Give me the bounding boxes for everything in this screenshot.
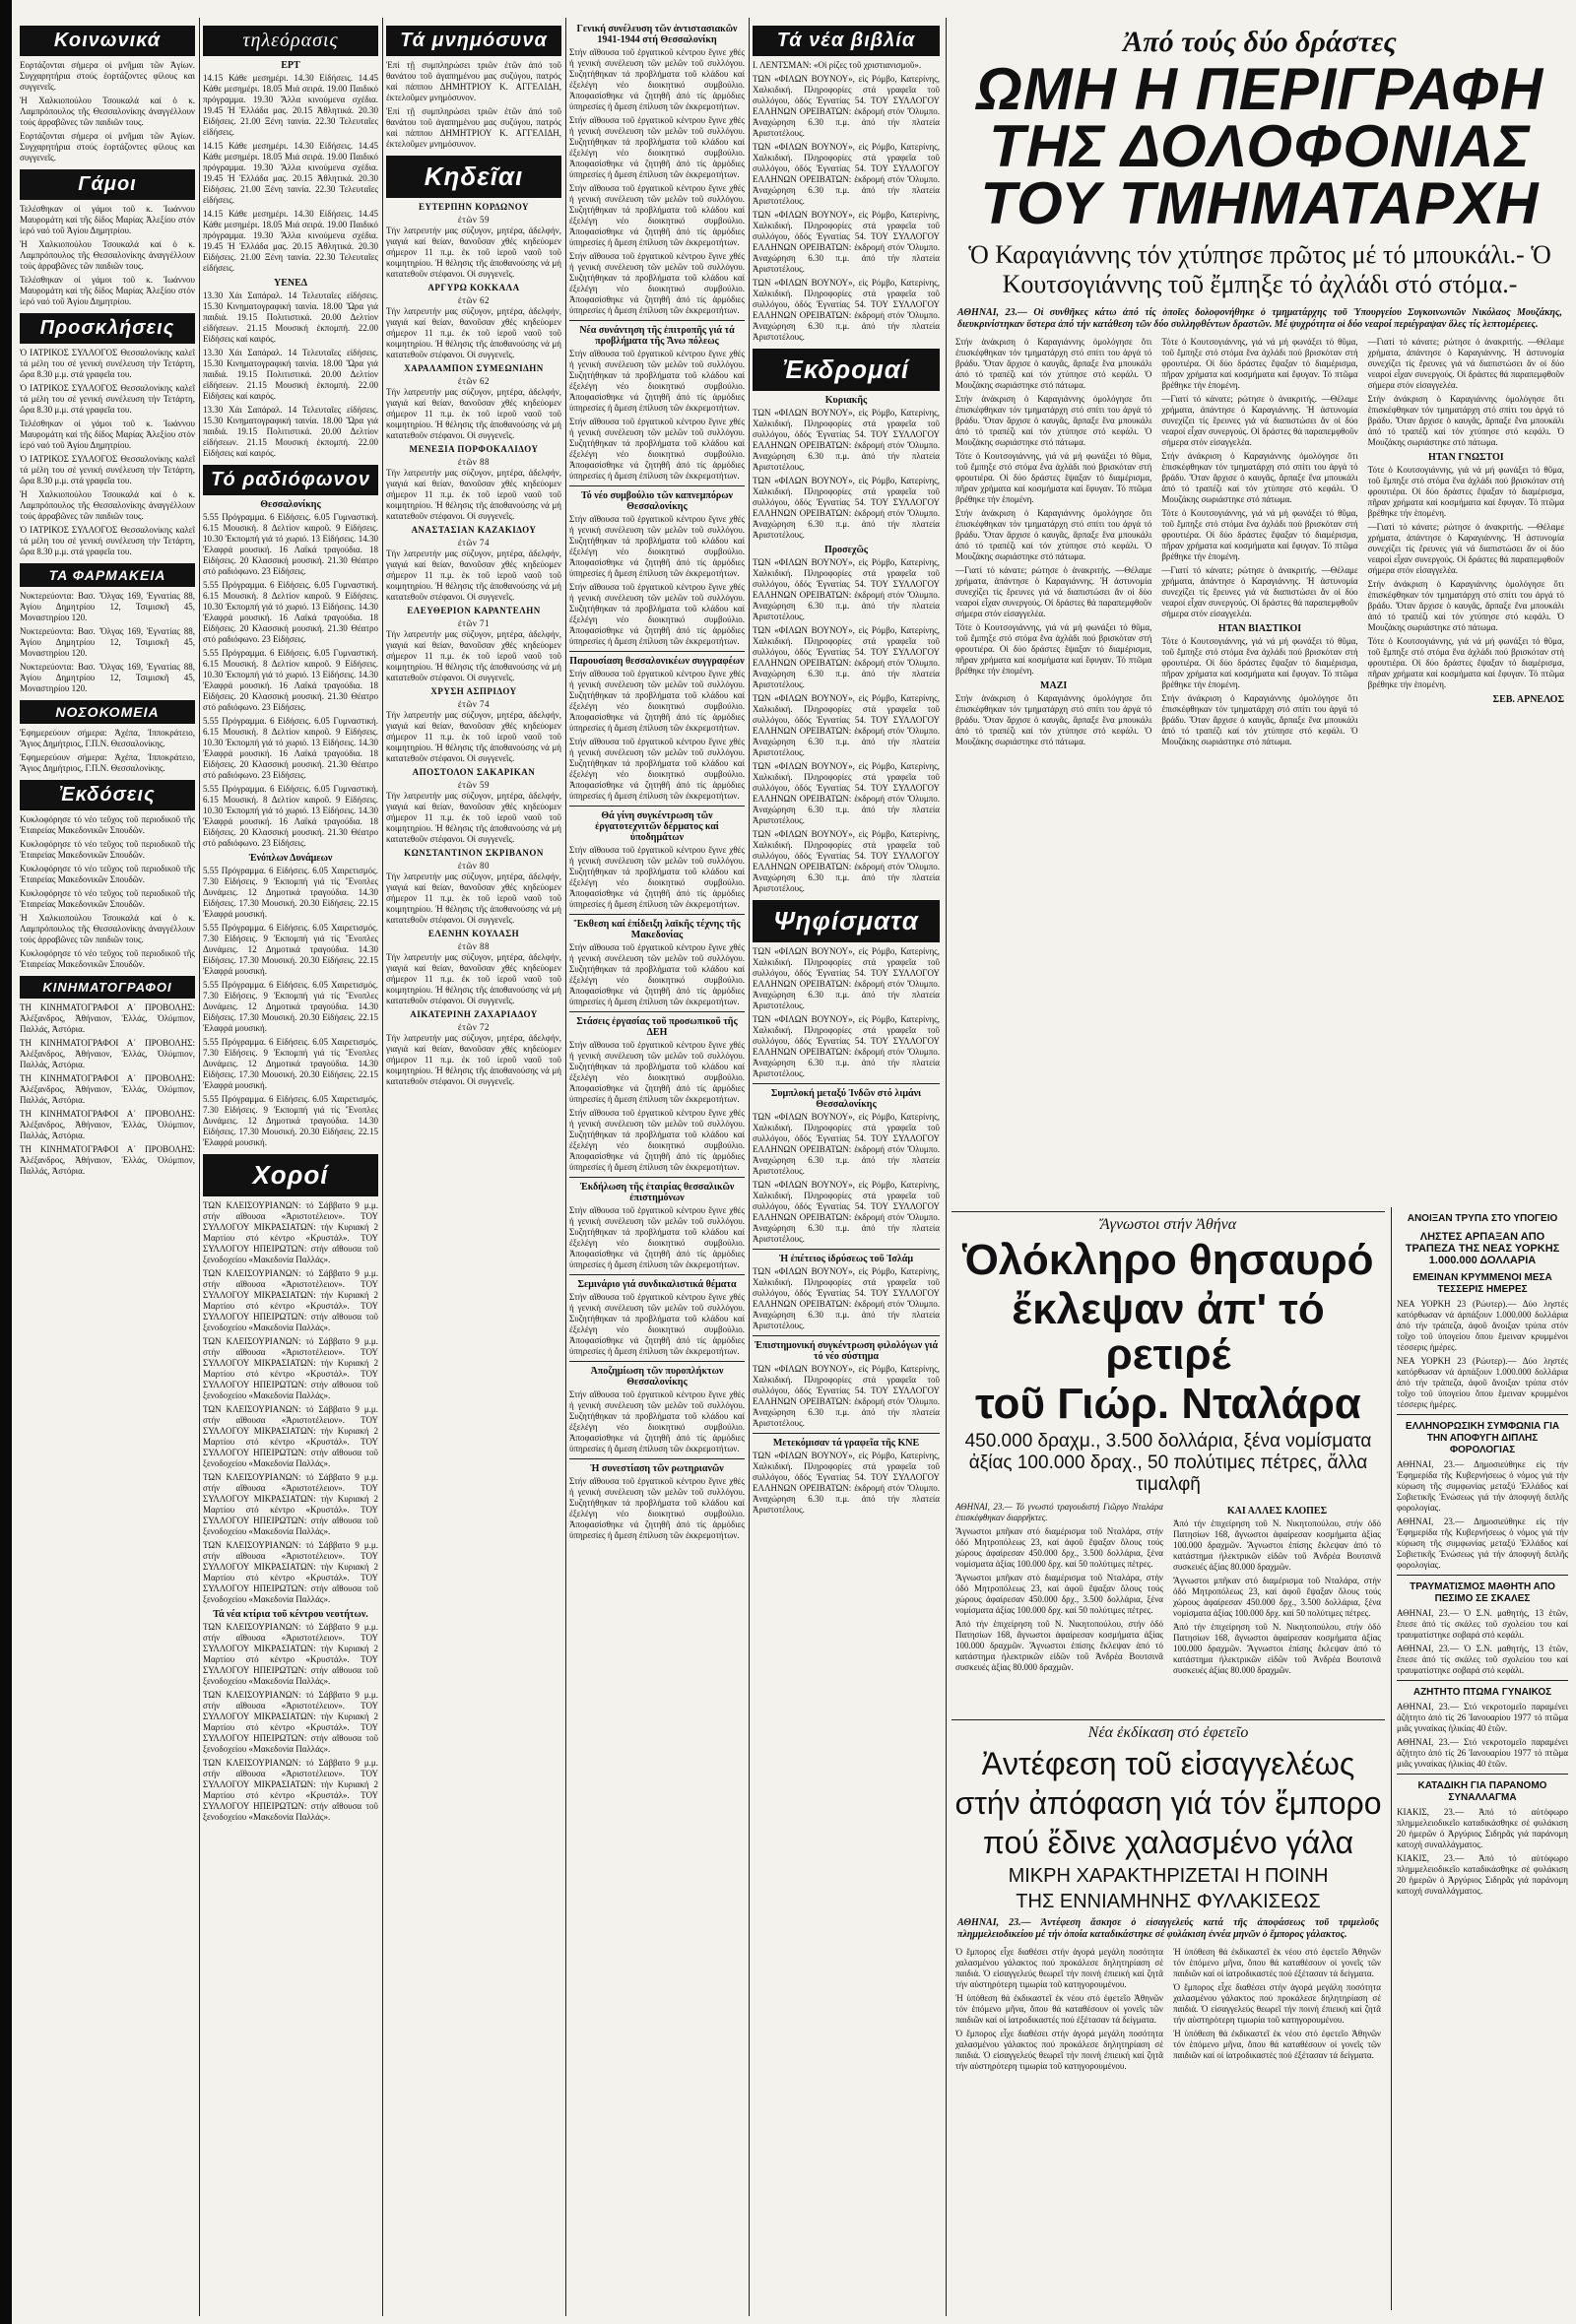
brief-headline: ΕΛΛΗΝΟΡΩΣΙΚΗ ΣΥΜΦΩΝΙΑ ΓΙΑ ΤΗΝ ΑΠΟΦΥΓΗ ΔΙΠΛΗΣ ΦΟΡΟΛΟΓΙΑΣ [1405, 1421, 1560, 1455]
article-text: Στήν ἀνάκριση ὁ Καραγιάννης ὁμολόγησε ὅτι ἐπισκέφθηκαν τόν τμηματάρχη στό σπίτι του ἀργά τό βράδυ. Ὅταν ἄρχισε ὁ καυγᾶς, ἅρπαξε ἕνα μπουκάλι ἀπό τό τραπέζι καί τόν χτύπησε στό κεφάλι. Ὁ Μουζάκης σωριάστηκε στό πάτωμα. [955, 337, 1152, 390]
article-text: ΑΘΗΝΑΙ, 23.— Στό νεκροτομεῖο παραμένει ἀζήτητο ἀπό τίς 26 Ἰανουαρίου 1977 τό πτῶμα μιᾶς γυναίκας ἡλικίας 40 ἐτῶν. [1397, 1737, 1568, 1769]
section-header-ekdoseis: Ἐκδόσεις [20, 780, 195, 810]
section-header-koinonika: Κοινωνικά [20, 26, 195, 56]
article-text: ΑΘΗΝΑΙ, 23.— Δημοσιεύθηκε εἰς τήν Ἐφημερίδα τῆς Κυβερνήσεως ὁ νόμος γιά τήν κύρωση τῆς συμφωνίας μεταξύ Ἑλλάδος καί Σοβιετικῆς Ἑνώσεως γιά τήν ἀποφυγή διπλῆς φορολογίας. [1397, 1459, 1568, 1513]
article-text: ΤΩΝ «ΦΙΛΩΝ ΒΟΥΝΟΥ», εἰς Ρόμβο, Κατερίνης, Χαλκιδική. Πληροφορίες στά γραφεῖα τοῦ συλλόγου, ὁδός Ἐγνατίας 54. ΤΟΥ ΣΥΛΛΟΓΟΥ ΕΛΛΗΝΩΝ ΟΡΕΙΒΑΤΩΝ: ἐκδρομή στόν Ὄλυμπο. Ἀναχώρηση 6.30 π.μ. ἀπό τήν πλατεία Ἀριστοτέλους. [753, 829, 940, 893]
article-text: Ὁ ἔμπορος εἶχε διαθέσει στήν ἀγορά μεγάλη ποσότητα χαλασμένου γάλακτος πού προκάλεσε δηλητηρίαση σέ παιδιά. Ὁ εἰσαγγελεύς θεωρεῖ τήν ποινή ἐπιεική καί ζητᾶ τήν αὐστηρότερη τιμωρία τοῦ κατηγορουμένου. [1173, 1982, 1381, 2025]
article-text: Τήν λατρευτήν μας σύζυγον, μητέρα, ἀδελφήν, γιαγιά καί θείαν, θανοῦσαν χθές κηδεύομεν σήμερον 11 π.μ. ἐκ τοῦ ἱεροῦ ναοῦ τοῦ κοιμητηρίου. Ἡ θέλησις τῆς ἀποθανούσης νά μή κατατεθοῦν στέφανοι. Οἱ συγγενεῖς. [386, 791, 561, 844]
article-headline: Συμπλοκή μεταξύ Ἰνδῶν στό λιμάνι Θεσσαλονίκης [770, 1088, 922, 1110]
article-text: Στήν ἀνάκριση ὁ Καραγιάννης ὁμολόγησε ὅτι ἐπισκέφθηκαν τόν τμηματάρχη στό σπίτι του ἀργά τό βράδυ. Ὅταν ἄρχισε ὁ καυγᾶς, ἅρπαξε ἕνα μπουκάλι ἀπό τό τραπέζι καί τόν χτύπησε στό κεφάλι. Ὁ Μουζάκης σωριάστηκε στό πάτωμα. [1367, 394, 1564, 447]
article-text: Ἡ Χαλκιοπούλου Τσουκαλά καί ὁ κ. Λαμπρόπουλος τῆς Θεσσαλονίκης ἀναγγέλλουν τούς ἀρραβῶνες τῶν παιδιῶν τους. [20, 913, 195, 944]
obituary-age: ἐτῶν 71 [457, 618, 491, 628]
section-header-biblia: Τά νέα βιβλία [753, 26, 940, 56]
story2-body [955, 1502, 1381, 1679]
section-header-kideiai: Κηδεῖαι [386, 156, 561, 198]
lead-story [952, 20, 1568, 756]
subheading-alles-klopes: ΚΑΙ ΑΛΛΕΣ ΚΛΟΠΕΣ [1226, 1506, 1328, 1517]
story2-deck: 450.000 δραχμ., 3.500 δολλάρια, ξένα νομίσματα ἀξίας 100.000 δραχ., 50 πολύτιμες πέτρες, ἄλλα τιμαλφῆ [964, 1431, 1372, 1495]
section-header-prosklhseis: Προσκλήσεις [20, 313, 195, 344]
divider [569, 806, 745, 807]
subheading-kyriakis: Κυριακῆς [824, 395, 868, 406]
article-text: Ἄγνωστοι μπῆκαν στό διαμέρισμα τοῦ Νταλάρα, στήν ὁδό Μητροπόλεως 23, καί ἀφοῦ ἔψαξαν ὅλους τούς χώρους ἀφαίρεσαν 450.000 δρχ., 3.500 δολλάρια, ξένα νομίσματα ἀξίας 100.000 δρχ. καί 50 πολύτιμες πέτρες. [955, 1526, 1163, 1569]
article-text: Ὁ ἔμπορος εἶχε διαθέσει στήν ἀγορά μεγάλη ποσότητα χαλασμένου γάλακτος πού προκάλεσε δηλητηρίαση σέ παιδιά. Ὁ εἰσαγγελεύς θεωρεῖ τήν ποινή ἐπιεική καί ζητᾶ τήν αὐστηρότερη τιμωρία τοῦ κατηγορουμένου. [955, 1947, 1163, 1989]
obituary-name: ΑΡΓΥΡΩ ΚΟΚΚΑΛΑ [427, 283, 520, 292]
column-rule [199, 18, 200, 2316]
article-text: ΤΩΝ ΚΛΕΙΣΟΥΡΙΑΝΩΝ: τό Σάββατο 9 μ.μ. στήν αἴθουσα «Ἀριστοτέλειον». ΤΟΥ ΣΥΛΛΟΓΟΥ ΜΙΚΡΑΣΙΑΤΩΝ: τήν Κυριακή 2 Μαρτίου στό κέντρο «Κρυστάλ». ΤΟΥ ΣΥΛΛΟΓΟΥ ΗΠΕΙΡΩΤΩΝ: στήν αἴθουσα τοῦ ξενοδοχείου «Μακεδονία Παλλάς». [203, 1404, 378, 1468]
article-headline: Μετεκόμισαν τά γραφεῖα τῆς ΚΝΕ [772, 1438, 920, 1449]
divider [952, 1719, 1385, 1720]
article-headline: Γενική συνέλευση τῶν ἀντιστασιακῶν 1941-1944 στή Θεσσαλονίκη [576, 24, 738, 45]
article-text: Κυκλοφόρησε τό νέο τεῦχος τοῦ περιοδικοῦ τῆς Ἑταιρείας Μακεδονικῶν Σπουδῶν. [20, 814, 195, 835]
article-text: Τήν λατρευτήν μας σύζυγον, μητέρα, ἀδελφήν, γιαγιά καί θείαν, θανοῦσαν χθές κηδεύομεν σήμερον 11 π.μ. ἐκ τοῦ ἱεροῦ ναοῦ τοῦ κοιμητηρίου. Ἡ θέλησις τῆς ἀποθανούσης νά μή κατατεθοῦν στέφανοι. Οἱ συγγενεῖς. [386, 468, 561, 521]
article-text: 5.55 Πρόγραμμα. 6 Εἰδήσεις. 6.05 Χαιρετισμός. 7.30 Εἰδήσεις. 9 Ἐκπομπή γιά τίς Ἔνοπλες Δυνάμεις. 12 Δημοτικά τραγούδια. 14.30 Εἰδήσεις. 17.30 Μουσική. 20.30 Εἰδήσεις. 22.15 Ἐλαφρά μουσική. [203, 1037, 378, 1090]
article-text: Στήν αἴθουσα τοῦ ἐργατικοῦ κέντρου ἔγινε χθές ἡ γενική συνέλευση τῶν μελῶν τοῦ συλλόγου. Συζητήθηκαν τά προβλήματα τοῦ κλάδου καί ἐξελέγη νέο διοικητικό συμβούλιο. Ἀποφασίσθηκε νά ζητηθῆ ἀπό τίς ἁρμόδιες ὑπηρεσίες ἡ ἄμεση ἐπίλυση τῶν ἐκκρεμοτήτων. [569, 183, 745, 247]
divider [569, 1177, 745, 1178]
article-text: —Γιατί τό κάνατε; ρώτησε ὁ ἀνακριτής. —Θέλαμε χρήματα, ἀπάντησε ὁ Καραγιάννης. Ἡ ἀστυνομία συνεχίζει τίς ἔρευνες γιά νά διαπιστώσει ἄν οἱ δύο νεαροί εἶχαν συνεργούς. Οἱ δράστες θά παραπεμφθοῦν σήμερα στόν εἰσαγγελέα. [955, 565, 1152, 618]
article-text: ΤΩΝ «ΦΙΛΩΝ ΒΟΥΝΟΥ», εἰς Ρόμβο, Κατερίνης, Χαλκιδική. Πληροφορίες στά γραφεῖα τοῦ συλλόγου, ὁδός Ἐγνατίας 54. ΤΟΥ ΣΥΛΛΟΓΟΥ ΕΛΛΗΝΩΝ ΟΡΕΙΒΑΤΩΝ: ἐκδρομή στόν Ὄλυμπο. Ἀναχώρηση 6.30 π.μ. ἀπό τήν πλατεία Ἀριστοτέλους. [753, 476, 940, 540]
article-text: ΤΩΝ «ΦΙΛΩΝ ΒΟΥΝΟΥ», εἰς Ρόμβο, Κατερίνης, Χαλκιδική. Πληροφορίες στά γραφεῖα τοῦ συλλόγου, ὁδός Ἐγνατίας 54. ΤΟΥ ΣΥΛΛΟΓΟΥ ΕΛΛΗΝΩΝ ΟΡΕΙΒΑΤΩΝ: ἐκδρομή στόν Ὄλυμπο. Ἀναχώρηση 6.30 π.μ. ἀπό τήν πλατεία Ἀριστοτέλους. [753, 625, 940, 689]
obituary-name: ΕΛΕΥΘΕΡΙΟΝ ΚΑΡΑΝΤΕΛΗΝ [407, 606, 541, 615]
article-text: Στήν αἴθουσα τοῦ ἐργατικοῦ κέντρου ἔγινε χθές ἡ γενική συνέλευση τῶν μελῶν τοῦ συλλόγου. Συζητήθηκαν τά προβλήματα τοῦ κλάδου καί ἐξελέγη νέο διοικητικό συμβούλιο. Ἀποφασίσθηκε νά ζητηθῆ ἀπό τίς ἁρμόδιες ὑπηρεσίες ἡ ἄμεση ἐπίλυση τῶν ἐκκρεμοτήτων. [569, 737, 745, 801]
article-text: Στήν αἴθουσα τοῦ ἐργατικοῦ κέντρου ἔγινε χθές ἡ γενική συνέλευση τῶν μελῶν τοῦ συλλόγου. Συζητήθηκαν τά προβλήματα τοῦ κλάδου καί ἐξελέγη νέο διοικητικό συμβούλιο. Ἀποφασίσθηκε νά ζητηθῆ ἀπό τίς ἁρμόδιες ὑπηρεσίες ἡ ἄμεση ἐπίλυση τῶν ἐκκρεμοτήτων. [569, 582, 745, 646]
article-text: Τότε ὁ Κουτσογιάννης, γιά νά μή φωνάξει τό θῦμα, τοῦ ἔμπηξε στό στόμα ἕνα ἀχλάδι πού βρισκόταν στή φρουτιέρα. Οἱ δύο δράστες ἔψαξαν τό διαμέρισμα, πῆραν χρήματα καί κοσμήματα καί ἔφυγαν. Τό πτῶμα βρέθηκε τήν ἑπομένη. [1161, 636, 1358, 689]
article-text: Τελέσθηκαν οἱ γάμοι τοῦ κ. Ἰωάννου Μαυρομάτη καί τῆς δίδος Μαρίας Ἀλεξίου στόν ἱερό ναό τοῦ Ἁγίου Δημητρίου. [20, 204, 195, 235]
obituary-name: ΑΠΟΣΤΟΛΟΝ ΣΑΚΑΡΙΚΑΝ [412, 767, 536, 777]
lead-kicker: Ἀπό τούς δύο δράστες [1123, 26, 1397, 58]
article-text: Τήν λατρευτήν μας σύζυγον, μητέρα, ἀδελφήν, γιαγιά καί θείαν, θανοῦσαν χθές κηδεύομεν σήμερον 11 π.μ. ἐκ τοῦ ἱεροῦ ναοῦ τοῦ κοιμητηρίου. Ἡ θέλησις τῆς ἀποθανούσης νά μή κατατεθοῦν στέφανοι. Οἱ συγγενεῖς. [386, 549, 561, 602]
brief-headline: ΕΜΕΙΝΑΝ ΚΡΥΜΜΕΝΟΙ ΜΕΣΑ ΤΕΣΣΕΡΙΣ ΗΜΕΡΕΣ [1412, 1272, 1552, 1295]
article-text: ΤΩΝ «ΦΙΛΩΝ ΒΟΥΝΟΥ», εἰς Ρόμβο, Κατερίνης, Χαλκιδική. Πληροφορίες στά γραφεῖα τοῦ συλλόγου, ὁδός Ἐγνατίας 54. ΤΟΥ ΣΥΛΛΟΓΟΥ ΕΛΛΗΝΩΝ ΟΡΕΙΒΑΤΩΝ: ἐκδρομή στόν Ὄλυμπο. Ἀναχώρηση 6.30 π.μ. ἀπό τήν πλατεία Ἀριστοτέλους. [753, 210, 940, 274]
article-text: 5.55 Πρόγραμμα. 6 Εἰδήσεις. 6.05 Χαιρετισμός. 7.30 Εἰδήσεις. 9 Ἐκπομπή γιά τίς Ἔνοπλες Δυνάμεις. 12 Δημοτικά τραγούδια. 14.30 Εἰδήσεις. 17.30 Μουσική. 20.30 Εἰδήσεις. 22.15 Ἐλαφρά μουσική. [203, 923, 378, 976]
article-text: Ἀπό τήν ἐπιχείρηση τοῦ Ν. Νικητοπούλου, στήν ὁδό Πατησίων 168, ἄγνωστοι ἀφαίρεσαν κοσμήματα ἀξίας 100.000 δραχμῶν. Ἄγνωστοι ἐπίσης ἔκλεψαν ἀπό τό κατάστημα ἠλεκτρικῶν εἰδῶν τοῦ Ἀνδρέα Βουτσινᾶ συσκευές ἀξίας 80.000 δραχμῶν. [1173, 1622, 1381, 1675]
divider [569, 1361, 745, 1362]
section-header-psifismata: Ψηφίσματα [753, 900, 940, 942]
story3-headline-line1: Ἀντέφεση τοῦ εἰσαγγελέως [981, 1746, 1355, 1781]
divider [753, 1433, 940, 1434]
article-text: Ἐφημερεύουν σήμερα: Ἀχέπα, Ἱπποκράτειο, Ἅγιος Δημήτριος, Γ.Π.Ν. Θεσσαλονίκης. [20, 728, 195, 748]
article-text: ΤΩΝ «ΦΙΛΩΝ ΒΟΥΝΟΥ», εἰς Ρόμβο, Κατερίνης, Χαλκιδική. Πληροφορίες στά γραφεῖα τοῦ συλλόγου, ὁδός Ἐγνατίας 54. ΤΟΥ ΣΥΛΛΟΓΟΥ ΕΛΛΗΝΩΝ ΟΡΕΙΒΑΤΩΝ: ἐκδρομή στόν Ὄλυμπο. Ἀναχώρηση 6.30 π.μ. ἀπό τήν πλατεία Ἀριστοτέλους. [753, 1451, 940, 1515]
obituary-age: ἐτῶν 59 [457, 215, 491, 225]
article-text: ΤΩΝ «ΦΙΛΩΝ ΒΟΥΝΟΥ», εἰς Ρόμβο, Κατερίνης, Χαλκιδική. Πληροφορίες στά γραφεῖα τοῦ συλλόγου, ὁδός Ἐγνατίας 54. ΤΟΥ ΣΥΛΛΟΓΟΥ ΕΛΛΗΝΩΝ ΟΡΕΙΒΑΤΩΝ: ἐκδρομή στόν Ὄλυμπο. Ἀναχώρηση 6.30 π.μ. ἀπό τήν πλατεία Ἀριστοτέλους. [753, 142, 940, 206]
lead-headline-line3: ΤΟΥ ΤΜΗΜΑΤΑΡΧΗ [980, 170, 1540, 236]
article-text: 5.55 Πρόγραμμα. 6 Εἰδήσεις. 6.05 Γυμναστική. 6.15 Μουσική. 8 Δελτίον καιροῦ. 9 Εἰδήσεις. 10.30 Ἐκπομπή γιά τό χωριό. 13 Εἰδήσεις. 14.30 Ἐλαφρά μουσική. 16 Λαϊκά τραγούδια. 18 Εἰδήσεις. 20 Κλασσική μουσική. 21.30 Θέατρο στό ραδιόφωνο. 23 Εἰδήσεις. [203, 716, 378, 780]
lead-body [955, 337, 1564, 750]
article-text: 5.55 Πρόγραμμα. 6 Εἰδήσεις. 6.05 Γυμναστική. 6.15 Μουσική. 8 Δελτίον καιροῦ. 9 Εἰδήσεις. 10.30 Ἐκπομπή γιά τό χωριό. 13 Εἰδήσεις. 14.30 Ἐλαφρά μουσική. 16 Λαϊκά τραγούδια. 18 Εἰδήσεις. 20 Κλασσική μουσική. 21.30 Θέατρο στό ραδιόφωνο. 23 Εἰδήσεις. [203, 784, 378, 848]
article-text: Ὁ ἔμπορος εἶχε διαθέσει στήν ἀγορά μεγάλη ποσότητα χαλασμένου γάλακτος πού προκάλεσε δηλητηρίαση σέ παιδιά. Ὁ εἰσαγγελεύς θεωρεῖ τήν ποινή ἐπιεική καί ζητᾶ τήν αὐστηρότερη τιμωρία τοῦ κατηγορουμένου. [955, 2029, 1163, 2071]
article-text: 5.55 Πρόγραμμα. 6 Εἰδήσεις. 6.05 Γυμναστική. 6.15 Μουσική. 8 Δελτίον καιροῦ. 9 Εἰδήσεις. 10.30 Ἐκπομπή γιά τό χωριό. 13 Εἰδήσεις. 14.30 Ἐλαφρά μουσική. 16 Λαϊκά τραγούδια. 18 Εἰδήσεις. 20 Κλασσική μουσική. 21.30 Θέατρο στό ραδιόφωνο. 23 Εἰδήσεις. [203, 512, 378, 576]
article-headline: Ἡ ἐπέτειος ἱδρύσεως τοῦ Ἰσλάμ [778, 1254, 914, 1264]
article-text: Εορτάζονται σήμερα οἱ μνῆμαι τῶν Ἁγίων. Συγχαρητήρια στούς ἑορτάζοντες φίλους και συγγενεῖς. [20, 131, 195, 162]
article-text: Στήν αἴθουσα τοῦ ἐργατικοῦ κέντρου ἔγινε χθές ἡ γενική συνέλευση τῶν μελῶν τοῦ συλλόγου. Συζητήθηκαν τά προβλήματα τοῦ κλάδου καί ἐξελέγη νέο διοικητικό συμβούλιο. Ἀποφασίσθηκε νά ζητηθῆ ἀπό τίς ἁρμόδιες ὑπηρεσίες ἡ ἄμεση ἐπίλυση τῶν ἐκκρεμοτήτων. [569, 1476, 745, 1540]
article-text: ΤΩΝ «ΦΙΛΩΝ ΒΟΥΝΟΥ», εἰς Ρόμβο, Κατερίνης, Χαλκιδική. Πληροφορίες στά γραφεῖα τοῦ συλλόγου, ὁδός Ἐγνατίας 54. ΤΟΥ ΣΥΛΛΟΓΟΥ ΕΛΛΗΝΩΝ ΟΡΕΙΒΑΤΩΝ: ἐκδρομή στόν Ὄλυμπο. Ἀναχώρηση 6.30 π.μ. ἀπό τήν πλατεία Ἀριστοτέλους. [753, 1112, 940, 1176]
article-text: ΝΕΑ ΥΟΡΚΗ 23 (Ρώυτερ).— Δύο ληστές κατόρθωσαν νά ἀρπάξουν 1.000.000 δολλάρια ἀπό τήν τράπεζα, ἀφοῦ ἄνοιξαν τρύπα στόν τοῖχο τοῦ ὑπογείου ὅπου ἔμειναν κρυμμένοι τέσσερις ἡμέρες. [1397, 1299, 1568, 1352]
article-text: Στήν αἴθουσα τοῦ ἐργατικοῦ κέντρου ἔγινε χθές ἡ γενική συνέλευση τῶν μελῶν τοῦ συλλόγου. Συζητήθηκαν τά προβλήματα τοῦ κλάδου καί ἐξελέγη νέο διοικητικό συμβούλιο. Ἀποφασίσθηκε νά ζητηθῆ ἀπό τίς ἁρμόδιες ὑπηρεσίες ἡ ἄμεση ἐπίλυση τῶν ἐκκρεμοτήτων. [569, 669, 745, 733]
article-text: Στήν αἴθουσα τοῦ ἐργατικοῦ κέντρου ἔγινε χθές ἡ γενική συνέλευση τῶν μελῶν τοῦ συλλόγου. Συζητήθηκαν τά προβλήματα τοῦ κλάδου καί ἐξελέγη νέο διοικητικό συμβούλιο. Ἀποφασίσθηκε νά ζητηθῆ ἀπό τίς ἁρμόδιες ὑπηρεσίες ἡ ἄμεση ἐπίλυση τῶν ἐκκρεμοτήτων. [569, 1292, 745, 1356]
article-text: Στήν αἴθουσα τοῦ ἐργατικοῦ κέντρου ἔγινε χθές ἡ γενική συνέλευση τῶν μελῶν τοῦ συλλόγου. Συζητήθηκαν τά προβλήματα τοῦ κλάδου καί ἐξελέγη νέο διοικητικό συμβούλιο. Ἀποφασίσθηκε νά ζητηθῆ ἀπό τίς ἁρμόδιες ὑπηρεσίες ἡ ἄμεση ἐπίλυση τῶν ἐκκρεμοτήτων. [569, 942, 745, 1006]
article-text: Τήν λατρευτήν μας σύζυγον, μητέρα, ἀδελφήν, γιαγιά καί θείαν, θανοῦσαν χθές κηδεύομεν σήμερον 11 π.μ. ἐκ τοῦ ἱεροῦ ναοῦ τοῦ κοιμητηρίου. Ἡ θέλησις τῆς ἀποθανούσης νά μή κατατεθοῦν στέφανοι. Οἱ συγγενεῖς. [386, 306, 561, 359]
binding-edge [0, 0, 12, 2324]
column-books-excursions [753, 20, 940, 2314]
article-text: Τήν λατρευτήν μας σύζυγον, μητέρα, ἀδελφήν, γιαγιά καί θείαν, θανοῦσαν χθές κηδεύομεν σήμερον 11 π.μ. ἐκ τοῦ ἱεροῦ ναοῦ τοῦ κοιμητηρίου. Ἡ θέλησις τῆς ἀποθανούσης νά μή κατατεθοῦν στέφανοι. Οἱ συγγενεῖς. [386, 226, 561, 279]
story2-kicker: Ἄγνωστοι στήν Ἀθήνα [1099, 1216, 1237, 1233]
article-text: ΤΩΝ ΚΛΕΙΣΟΥΡΙΑΝΩΝ: τό Σάββατο 9 μ.μ. στήν αἴθουσα «Ἀριστοτέλειον». ΤΟΥ ΣΥΛΛΟΓΟΥ ΜΙΚΡΑΣΙΑΤΩΝ: τήν Κυριακή 2 Μαρτίου στό κέντρο «Κρυστάλ». ΤΟΥ ΣΥΛΛΟΓΟΥ ΗΠΕΙΡΩΤΩΝ: στήν αἴθουσα τοῦ ξενοδοχείου «Μακεδονία Παλλάς». [203, 1540, 378, 1604]
article-headline: Σεμινάριο γιά συνδικαλιστικά θέματα [577, 1279, 737, 1290]
article-text: Στήν αἴθουσα τοῦ ἐργατικοῦ κέντρου ἔγινε χθές ἡ γενική συνέλευση τῶν μελῶν τοῦ συλλόγου. Συζητήθηκαν τά προβλήματα τοῦ κλάδου καί ἐξελέγη νέο διοικητικό συμβούλιο. Ἀποφασίσθηκε νά ζητηθῆ ἀπό τίς ἁρμόδιες ὑπηρεσίες ἡ ἄμεση ἐπίλυση τῶν ἐκκρεμοτήτων. [569, 1205, 745, 1269]
article-text: ΤΩΝ «ΦΙΛΩΝ ΒΟΥΝΟΥ», εἰς Ρόμβο, Κατερίνης, Χαλκιδική. Πληροφορίες στά γραφεῖα τοῦ συλλόγου, ὁδός Ἐγνατίας 54. ΤΟΥ ΣΥΛΛΟΓΟΥ ΕΛΛΗΝΩΝ ΟΡΕΙΒΑΤΩΝ: ἐκδρομή στόν Ὄλυμπο. Ἀναχώρηση 6.30 π.μ. ἀπό τήν πλατεία Ἀριστοτέλους. [753, 693, 940, 757]
article-text: Τήν λατρευτήν μας σύζυγον, μητέρα, ἀδελφήν, γιαγιά καί θείαν, θανοῦσαν χθές κηδεύομεν σήμερον 11 π.μ. ἐκ τοῦ ἱεροῦ ναοῦ τοῦ κοιμητηρίου. Ἡ θέλησις τῆς ἀποθανούσης νά μή κατατεθοῦν στέφανοι. Οἱ συγγενεῖς. [386, 1033, 561, 1086]
article-text: 13.30 Χάι Σαπάραλ. 14 Τελευταῖες εἰδήσεις. 15.30 Κινηματογραφική ταινία. 18.00 Ὥρα γιά παιδιά. 19.15 Πολιτιστικά. 20.00 Δελτίον εἰδήσεων. 21.15 Μουσική ἐκπομπή. 22.00 Εἰδήσεις καί καιρός. [203, 348, 378, 401]
subheading-yened: ΥΕΝΕΔ [273, 278, 308, 289]
story3-headline-line2: στήν ἀπόφαση γιά τόν ἔμπορο [954, 1785, 1382, 1821]
story3-intro: ΑΘΗΝΑΙ, 23.— Ἀντέφεση ἄσκησε ὁ εἰσαγγελεύς κατά τῆς ἀποφάσεως τοῦ τριμελοῦς πλημμελειοδικείου μέ τήν ὁποία καταδικάστηκε σέ φυλάκιση ἐννέα μηνῶν ὁ ἔμπορος γάλακτος. [957, 1917, 1379, 1940]
article-text: Ἄγνωστοι μπῆκαν στό διαμέρισμα τοῦ Νταλάρα, στήν ὁδό Μητροπόλεως 23, καί ἀφοῦ ἔψαξαν ὅλους τούς χώρους ἀφαίρεσαν 450.000 δρχ., 3.500 δολλάρια, ξένα νομίσματα ἀξίας 100.000 δρχ. καί 50 πολύτιμες πέτρες. [955, 1573, 1163, 1615]
article-text: ΤΗ ΚΙΝΗΜΑΤΟΓΡΑΦΟΙ Α΄ ΠΡΟΒΟΛΗΣ: Ἀλέξανδρος, Ἀθήναιον, Ἑλλάς, Ὀλύμπιον, Παλλάς, Ἀστόρια. [20, 1144, 195, 1176]
article-text: ΤΩΝ «ΦΙΛΩΝ ΒΟΥΝΟΥ», εἰς Ρόμβο, Κατερίνης, Χαλκιδική. Πληροφορίες στά γραφεῖα τοῦ συλλόγου, ὁδός Ἐγνατίας 54. ΤΟΥ ΣΥΛΛΟΓΟΥ ΕΛΛΗΝΩΝ ΟΡΕΙΒΑΤΩΝ: ἐκδρομή στόν Ὄλυμπο. Ἀναχώρηση 6.30 π.μ. ἀπό τήν πλατεία Ἀριστοτέλους. [753, 1266, 940, 1330]
article-text: Ἄγνωστοι μπῆκαν στό διαμέρισμα τοῦ Νταλάρα, στήν ὁδό Μητροπόλεως 23, καί ἀφοῦ ἔψαξαν ὅλους τούς χώρους ἀφαίρεσαν 450.000 δρχ., 3.500 δολλάρια, ξένα νομίσματα ἀξίας 100.000 δρχ. καί 50 πολύτιμες πέτρες. [1173, 1576, 1381, 1618]
article-text: Τελέσθηκαν οἱ γάμοι τοῦ κ. Ἰωάννου Μαυρομάτη καί τῆς δίδος Μαρίας Ἀλεξίου στόν ἱερό ναό τοῦ Ἁγίου Δημητρίου. [20, 419, 195, 450]
divider [952, 1211, 1385, 1212]
column-society [20, 20, 195, 2314]
article-text: ΤΩΝ ΚΛΕΙΣΟΥΡΙΑΝΩΝ: τό Σάββατο 9 μ.μ. στήν αἴθουσα «Ἀριστοτέλειον». ΤΟΥ ΣΥΛΛΟΓΟΥ ΜΙΚΡΑΣΙΑΤΩΝ: τήν Κυριακή 2 Μαρτίου στό κέντρο «Κρυστάλ». ΤΟΥ ΣΥΛΛΟΓΟΥ ΗΠΕΙΡΩΤΩΝ: στήν αἴθουσα τοῦ ξενοδοχείου «Μακεδονία Παλλάς». [203, 1758, 378, 1822]
article-text: —Γιατί τό κάνατε; ρώτησε ὁ ἀνακριτής. —Θέλαμε χρήματα, ἀπάντησε ὁ Καραγιάννης. Ἡ ἀστυνομία συνεχίζει τίς ἔρευνες γιά νά διαπιστώσει ἄν οἱ δύο νεαροί εἶχαν συνεργούς. Οἱ δράστες θά παραπεμφθοῦν σήμερα στόν εἰσαγγελέα. [1161, 565, 1358, 618]
article-text: ΝΕΑ ΥΟΡΚΗ 23 (Ρώυτερ).— Δύο ληστές κατόρθωσαν νά ἀρπάξουν 1.000.000 δολλάρια ἀπό τήν τράπεζα, ἀφοῦ ἄνοιξαν τρύπα στόν τοῖχο τοῦ ὑπογείου ὅπου ἔμειναν κρυμμένοι τέσσερις ἡμέρες. [1397, 1356, 1568, 1409]
brief-headline: ΚΑΤΑΔΙΚΗ ΓΙΑ ΠΑΡΑΝΟΜΟ ΣΥΝΑΛΛΑΓΜΑ [1417, 1780, 1547, 1803]
article-text: Τότε ὁ Κουτσογιάννης, γιά νά μή φωνάξει τό θῦμα, τοῦ ἔμπηξε στό στόμα ἕνα ἀχλάδι πού βρισκόταν στή φρουτιέρα. Οἱ δύο δράστες ἔψαξαν τό διαμέρισμα, πῆραν χρήματα καί κοσμήματα καί ἔφυγαν. Τό πτῶμα βρέθηκε τήν ἑπομένη. [955, 622, 1152, 676]
article-text: Στήν ἀνάκριση ὁ Καραγιάννης ὁμολόγησε ὅτι ἐπισκέφθηκαν τόν τμηματάρχη στό σπίτι του ἀργά τό βράδυ. Ὅταν ἄρχισε ὁ καυγᾶς, ἅρπαξε ἕνα μπουκάλι ἀπό τό τραπέζι καί τόν χτύπησε στό κεφάλι. Ὁ Μουζάκης σωριάστηκε στό πάτωμα. [1367, 579, 1564, 632]
article-text: Κυκλοφόρησε τό νέο τεῦχος τοῦ περιοδικοῦ τῆς Ἑταιρείας Μακεδονικῶν Σπουδῶν. [20, 888, 195, 909]
article-text: ΑΘΗΝΑΙ, 23.— Τό γνωστό τραγουδιστή Γιῶργο Νταλάρα ἐπισκέφθηκαν διαρρῆκτες. [955, 1502, 1163, 1522]
divider [569, 651, 745, 652]
article-text: Κυκλοφόρησε τό νέο τεῦχος τοῦ περιοδικοῦ τῆς Ἑταιρείας Μακεδονικῶν Σπουδῶν. [20, 948, 195, 969]
divider [753, 1335, 940, 1336]
article-text: Στήν ἀνάκριση ὁ Καραγιάννης ὁμολόγησε ὅτι ἐπισκέφθηκαν τόν τμηματάρχη στό σπίτι του ἀργά τό βράδυ. Ὅταν ἄρχισε ὁ καυγᾶς, ἅρπαξε ἕνα μπουκάλι ἀπό τό τραπέζι καί τόν χτύπησε στό κεφάλι. Ὁ Μουζάκης σωριάστηκε στό πάτωμα. [955, 693, 1152, 746]
article-text: Στήν ἀνάκριση ὁ Καραγιάννης ὁμολόγησε ὅτι ἐπισκέφθηκαν τόν τμηματάρχη στό σπίτι του ἀργά τό βράδυ. Ὅταν ἄρχισε ὁ καυγᾶς, ἅρπαξε ἕνα μπουκάλι ἀπό τό τραπέζι καί τόν χτύπησε στό κεφάλι. Ὁ Μουζάκης σωριάστηκε στό πάτωμα. [1161, 693, 1358, 746]
article-text: ΤΩΝ «ΦΙΛΩΝ ΒΟΥΝΟΥ», εἰς Ρόμβο, Κατερίνης, Χαλκιδική. Πληροφορίες στά γραφεῖα τοῦ συλλόγου, ὁδός Ἐγνατίας 54. ΤΟΥ ΣΥΛΛΟΓΟΥ ΕΛΛΗΝΩΝ ΟΡΕΙΒΑΤΩΝ: ἐκδρομή στόν Ὄλυμπο. Ἀναχώρηση 6.30 π.μ. ἀπό τήν πλατεία Ἀριστοτέλους. [753, 408, 940, 472]
article-text: 5.55 Πρόγραμμα. 6 Εἰδήσεις. 6.05 Χαιρετισμός. 7.30 Εἰδήσεις. 9 Ἐκπομπή γιά τίς Ἔνοπλες Δυνάμεις. 12 Δημοτικά τραγούδια. 14.30 Εἰδήσεις. 17.30 Μουσική. 20.30 Εἰδήσεις. 22.15 Ἐλαφρά μουσική. [203, 1094, 378, 1147]
article-text: ΤΗ ΚΙΝΗΜΑΤΟΓΡΑΦΟΙ Α΄ ΠΡΟΒΟΛΗΣ: Ἀλέξανδρος, Ἀθήναιον, Ἑλλάς, Ὀλύμπιον, Παλλάς, Ἀστόρια. [20, 1002, 195, 1034]
divider [1397, 1680, 1568, 1681]
article-text: Ι. ΛΕΝΤΣΜΑΝ: «Οἱ ρίζες τοῦ χριστιανισμοῦ». [753, 60, 922, 70]
subheading-viastikoi: ΗΤΑΝ ΒΙΑΣΤΙΚΟΙ [1217, 623, 1302, 634]
lead-intro: ΑΘΗΝΑΙ, 23.— Οἱ συνθῆκες κάτω ἀπό τίς ὁποῖες δολοφονήθηκε ὁ τμηματάρχης τοῦ Ὑπουργείου Συγκοινωνιῶν Νικόλαος Μουζάκης, διευκρινίστηκαν ὕστερα ἀπό τήν κατάθεση τῶν δύο συλληφθέντων δραστῶν. Μέ ψυχρότητα οἱ δύο νεαροί περιέγραψαν ὅλες τίς λεπτομέρειες. [957, 307, 1562, 330]
column-rule [1391, 1207, 1392, 2310]
subheading-mazi: ΜΑΖΙ [1040, 680, 1068, 691]
divider [569, 1458, 745, 1459]
obituary-name: ΧΑΡΑΛΑΜΠΟΝ ΣΥΜΕΩΝΙΔΗΝ [404, 363, 544, 373]
article-text: Τότε ὁ Κουτσογιάννης, γιά νά μή φωνάξει τό θῦμα, τοῦ ἔμπηξε στό στόμα ἕνα ἀχλάδι πού βρισκόταν στή φρουτιέρα. Οἱ δύο δράστες ἔψαξαν τό διαμέρισμα, πῆραν χρήματα καί κοσμήματα καί ἔφυγαν. Τό πτῶμα βρέθηκε τήν ἑπομένη. [1367, 465, 1564, 518]
article-text: Ὁ ΙΑΤΡΙΚΟΣ ΣΥΛΛΟΓΟΣ Θεσσαλονίκης καλεῖ τά μέλη του σέ γενική συνέλευση τήν Τετάρτη, ὥρα 8.30 μ.μ. στά γραφεῖα του. [20, 525, 195, 556]
article-text: ΑΘΗΝΑΙ, 23.— Ὁ Σ.Ν. μαθητής, 13 ἐτῶν, ἔπεσε ἀπό τίς σκάλες τοῦ σχολείου του καί τραυματίστηκε σοβαρά στό κεφάλι. [1397, 1644, 1568, 1675]
article-text: ΤΩΝ «ΦΙΛΩΝ ΒΟΥΝΟΥ», εἰς Ρόμβο, Κατερίνης, Χαλκιδική. Πληροφορίες στά γραφεῖα τοῦ συλλόγου, ὁδός Ἐγνατίας 54. ΤΟΥ ΣΥΛΛΟΓΟΥ ΕΛΛΗΝΩΝ ΟΡΕΙΒΑΤΩΝ: ἐκδρομή στόν Ὄλυμπο. Ἀναχώρηση 6.30 π.μ. ἀπό τήν πλατεία Ἀριστοτέλους. [753, 74, 940, 138]
obituary-age: ἐτῶν 62 [457, 295, 491, 305]
article-text: ΑΘΗΝΑΙ, 23.— Ὁ Σ.Ν. μαθητής, 13 ἐτῶν, ἔπεσε ἀπό τίς σκάλες τοῦ σχολείου του καί τραυματίστηκε σοβαρά στό κεφάλι. [1397, 1608, 1568, 1640]
column-rule [382, 18, 383, 2316]
article-text: Ἐφημερεύουν σήμερα: Ἀχέπα, Ἱπποκράτειο, Ἅγιος Δημήτριος, Γ.Π.Ν. Θεσσαλονίκης. [20, 752, 195, 773]
obituary-name: ΑΝΑΣΤΑΣΙΑΝ ΚΑΖΑΚΙΔΟΥ [411, 525, 537, 535]
article-text: ΤΩΝ ΚΛΕΙΣΟΥΡΙΑΝΩΝ: τό Σάββατο 9 μ.μ. στήν αἴθουσα «Ἀριστοτέλειον». ΤΟΥ ΣΥΛΛΟΓΟΥ ΜΙΚΡΑΣΙΑΤΩΝ: τήν Κυριακή 2 Μαρτίου στό κέντρο «Κρυστάλ». ΤΟΥ ΣΥΛΛΟΓΟΥ ΗΠΕΙΡΩΤΩΝ: στήν αἴθουσα τοῦ ξενοδοχείου «Μακεδονία Παλλάς». [203, 1336, 378, 1400]
obituary-age: ἐτῶν 88 [457, 941, 491, 951]
article-text: ΚΙΑΚΙΣ, 23.— Ἀπό τό αὐτόφωρο πλημμελειοδικεῖο καταδικάσθηκε σέ φυλάκιση 20 ἡμερῶν ὁ Ἀργύριος Σιδηρᾶς γιά παράνομη κατοχή συναλλάγματος. [1397, 1853, 1568, 1896]
article-text: Τότε ὁ Κουτσογιάννης, γιά νά μή φωνάξει τό θῦμα, τοῦ ἔμπηξε στό στόμα ἕνα ἀχλάδι πού βρισκόταν στή φρουτιέρα. Οἱ δύο δράστες ἔψαξαν τό διαμέρισμα, πῆραν χρήματα καί κοσμήματα καί ἔφυγαν. Τό πτῶμα βρέθηκε τήν ἑπομένη. [955, 451, 1152, 504]
article-text: Στήν ἀνάκριση ὁ Καραγιάννης ὁμολόγησε ὅτι ἐπισκέφθηκαν τόν τμηματάρχη στό σπίτι του ἀργά τό βράδυ. Ὅταν ἄρχισε ὁ καυγᾶς, ἅρπαξε ἕνα μπουκάλι ἀπό τό τραπέζι καί τόν χτύπησε στό κεφάλι. Ὁ Μουζάκης σωριάστηκε στό πάτωμα. [955, 508, 1152, 561]
obituary-name: ΕΛΕΝΗΝ ΚΟΥΛΑΣΗ [427, 929, 520, 938]
divider [1397, 1575, 1568, 1576]
article-text: 13.30 Χάι Σαπάραλ. 14 Τελευταῖες εἰδήσεις. 15.30 Κινηματογραφική ταινία. 18.00 Ὥρα γιά παιδιά. 19.15 Πολιτιστικά. 20.00 Δελτίον εἰδήσεων. 21.15 Μουσική ἐκπομπή. 22.00 Εἰδήσεις καί καιρός. [203, 405, 378, 458]
obituary-name: ΕΥΤΕΡΠΗΝ ΚΟΡΔΩΝΟΥ [418, 202, 530, 212]
briefs-column [1397, 1207, 1568, 1900]
section-header-tileorasis: τηλεόρασις [203, 26, 378, 56]
article-text: 5.55 Πρόγραμμα. 6 Εἰδήσεις. 6.05 Γυμναστική. 6.15 Μουσική. 8 Δελτίον καιροῦ. 9 Εἰδήσεις. 10.30 Ἐκπομπή γιά τό χωριό. 13 Εἰδήσεις. 14.30 Ἐλαφρά μουσική. 16 Λαϊκά τραγούδια. 18 Εἰδήσεις. 20 Κλασσική μουσική. 21.30 Θέατρο στό ραδιόφωνο. 23 Εἰδήσεις. [203, 648, 378, 712]
subheading-prosexos: Προσεχῶς [824, 545, 868, 555]
divider [569, 1011, 745, 1012]
article-text: ΤΩΝ «ΦΙΛΩΝ ΒΟΥΝΟΥ», εἰς Ρόμβο, Κατερίνης, Χαλκιδική. Πληροφορίες στά γραφεῖα τοῦ συλλόγου, ὁδός Ἐγνατίας 54. ΤΟΥ ΣΥΛΛΟΓΟΥ ΕΛΛΗΝΩΝ ΟΡΕΙΒΑΤΩΝ: ἐκδρομή στόν Ὄλυμπο. Ἀναχώρηση 6.30 π.μ. ἀπό τήν πλατεία Ἀριστοτέλους. [753, 1180, 940, 1244]
article-text: Ἡ ὑπόθεση θά ἐκδικαστεῖ ἐκ νέου στό ἐφετεῖο Ἀθηνῶν τόν ἑπόμενο μῆνα, ὅπου θά καταθέσουν οἱ γονεῖς τῶν παιδιῶν καί οἱ ἰατροδικαστές πού ἐξέτασαν τά δείγματα. [1173, 2029, 1381, 2060]
section-header-farmakeia: ΤΑ ΦΑΡΜΑΚΕΙΑ [20, 563, 195, 587]
article-text: Τήν λατρευτήν μας σύζυγον, μητέρα, ἀδελφήν, γιαγιά καί θείαν, θανοῦσαν χθές κηδεύομεν σήμερον 11 π.μ. ἐκ τοῦ ἱεροῦ ναοῦ τοῦ κοιμητηρίου. Ἡ θέλησις τῆς ἀποθανούσης νά μή κατατεθοῦν στέφανοι. Οἱ συγγενεῖς. [386, 872, 561, 925]
article-headline: Τό νέο συμβούλιο τῶν καπνεμπόρων Θεσσαλονίκης [581, 490, 733, 512]
article-text: ΤΩΝ «ΦΙΛΩΝ ΒΟΥΝΟΥ», εἰς Ρόμβο, Κατερίνης, Χαλκιδική. Πληροφορίες στά γραφεῖα τοῦ συλλόγου, ὁδός Ἐγνατίας 54. ΤΟΥ ΣΥΛΛΟΓΟΥ ΕΛΛΗΝΩΝ ΟΡΕΙΒΑΤΩΝ: ἐκδρομή στόν Ὄλυμπο. Ἀναχώρηση 6.30 π.μ. ἀπό τήν πλατεία Ἀριστοτέλους. [753, 1014, 940, 1078]
column-rule [946, 18, 947, 2316]
subheading-kentro: Τά νέα κτίρια τοῦ κέντρου νεοτήτων. [213, 1609, 368, 1620]
obituary-age: ἐτῶν 59 [457, 780, 491, 790]
story2-headline-line1: Ὁλόκληρο θησαυρό [962, 1236, 1374, 1284]
section-header-radiofono: Τό ραδιόφωνον [203, 465, 378, 495]
article-text: Τότε ὁ Κουτσογιάννης, γιά νά μή φωνάξει τό θῦμα, τοῦ ἔμπηξε στό στόμα ἕνα ἀχλάδι πού βρισκόταν στή φρουτιέρα. Οἱ δύο δράστες ἔψαξαν τό διαμέρισμα, πῆραν χρήματα καί κοσμήματα καί ἔφυγαν. Τό πτῶμα βρέθηκε τήν ἑπομένη. [1367, 636, 1564, 689]
article-text: Ὁ ΙΑΤΡΙΚΟΣ ΣΥΛΛΟΓΟΣ Θεσσαλονίκης καλεῖ τά μέλη του σέ γενική συνέλευση τήν Τετάρτη, ὥρα 8.30 μ.μ. στά γραφεῖα του. [20, 383, 195, 415]
column-rule [749, 18, 750, 2316]
obituary-age: ἐτῶν 74 [457, 699, 491, 709]
section-header-xoroi: Χοροί [203, 1154, 378, 1196]
subheading-thessalonikis: Θεσσαλονίκης [260, 499, 321, 510]
article-text: Στήν αἴθουσα τοῦ ἐργατικοῦ κέντρου ἔγινε χθές ἡ γενική συνέλευση τῶν μελῶν τοῦ συλλόγου. Συζητήθηκαν τά προβλήματα τοῦ κλάδου καί ἐξελέγη νέο διοικητικό συμβούλιο. Ἀποφασίσθηκε νά ζητηθῆ ἀπό τίς ἁρμόδιες ὑπηρεσίες ἡ ἄμεση ἐπίλυση τῶν ἐκκρεμοτήτων. [569, 514, 745, 578]
article-text: Ἡ Χαλκιοπούλου Τσουκαλά καί ὁ κ. Λαμπρόπουλος τῆς Θεσσαλονίκης ἀναγγέλλουν τούς ἀρραβῶνες τῶν παιδιῶν τους. [20, 96, 195, 127]
article-text: Στήν αἴθουσα τοῦ ἐργατικοῦ κέντρου ἔγινε χθές ἡ γενική συνέλευση τῶν μελῶν τοῦ συλλόγου. Συζητήθηκαν τά προβλήματα τοῦ κλάδου καί ἐξελέγη νέο διοικητικό συμβούλιο. Ἀποφασίσθηκε νά ζητηθῆ ἀπό τίς ἁρμόδιες ὑπηρεσίες ἡ ἄμεση ἐπίλυση τῶν ἐκκρεμοτήτων. [569, 47, 745, 111]
article-text: Νυκτερεύοντα: Βασ. Ὄλγας 169, Ἐγνατίας 88, Ἀγίου Δημητρίου 12, Τσιμισκῆ 45, Μοναστηρίου 120. [20, 662, 195, 693]
article-text: 5.55 Πρόγραμμα. 6 Εἰδήσεις. 6.05 Χαιρετισμός. 7.30 Εἰδήσεις. 9 Ἐκπομπή γιά τίς Ἔνοπλες Δυνάμεις. 12 Δημοτικά τραγούδια. 14.30 Εἰδήσεις. 17.30 Μουσική. 20.30 Εἰδήσεις. 22.15 Ἐλαφρά μουσική. [203, 866, 378, 919]
lead-headline-line2: ΤΗΣ ΔΟΛΟΦΟΝΙΑΣ [989, 113, 1531, 179]
article-text: ΑΘΗΝΑΙ, 23.— Δημοσιεύθηκε εἰς τήν Ἐφημερίδα τῆς Κυβερνήσεως ὁ νόμος γιά τήν κύρωση τῆς συμφωνίας μεταξύ Ἑλλάδος καί Σοβιετικῆς Ἑνώσεως γιά τήν ἀποφυγή διπλῆς φορολογίας. [1397, 1517, 1568, 1570]
article-text: ΑΘΗΝΑΙ, 23.— Στό νεκροτομεῖο παραμένει ἀζήτητο ἀπό τίς 26 Ἰανουαρίου 1977 τό πτῶμα μιᾶς γυναίκας ἡλικίας 40 ἐτῶν. [1397, 1702, 1568, 1733]
divider [569, 320, 745, 321]
subheading-gnostoi: ΗΤΑΝ ΓΝΩΣΤΟΙ [1427, 452, 1504, 463]
article-text: ΤΩΝ «ΦΙΛΩΝ ΒΟΥΝΟΥ», εἰς Ρόμβο, Κατερίνης, Χαλκιδική. Πληροφορίες στά γραφεῖα τοῦ συλλόγου, ὁδός Ἐγνατίας 54. ΤΟΥ ΣΥΛΛΟΓΟΥ ΕΛΛΗΝΩΝ ΟΡΕΙΒΑΤΩΝ: ἐκδρομή στόν Ὄλυμπο. Ἀναχώρηση 6.30 π.μ. ἀπό τήν πλατεία Ἀριστοτέλους. [753, 761, 940, 825]
lead-deck: Ὁ Καραγιάννης τόν χτύπησε πρῶτος μέ τό μπουκάλι.- Ὁ Κουτσογιάννης τοῦ ἔμπηξε τό ἀχλάδι στό στόμα.- [968, 240, 1551, 298]
article-text: 5.55 Πρόγραμμα. 6 Εἰδήσεις. 6.05 Χαιρετισμός. 7.30 Εἰδήσεις. 9 Ἐκπομπή γιά τίς Ἔνοπλες Δυνάμεις. 12 Δημοτικά τραγούδια. 14.30 Εἰδήσεις. 17.30 Μουσική. 20.30 Εἰδήσεις. 22.15 Ἐλαφρά μουσική. [203, 980, 378, 1033]
article-text: Κυκλοφόρησε τό νέο τεῦχος τοῦ περιοδικοῦ τῆς Ἑταιρείας Μακεδονικῶν Σπουδῶν. [20, 864, 195, 884]
article-headline: Ἐκδήλωση τῆς ἑταιρίας θεσσαλικῶν ἐπιστημόνων [579, 1182, 735, 1203]
brief-headline: ΤΡΑΥΜΑΤΙΣΜΟΣ ΜΑΘΗΤΗ ΑΠΟ ΠΕΣΙΜΟ ΣΕ ΣΚΑΛΕΣ [1410, 1582, 1555, 1604]
divider [569, 485, 745, 486]
article-text: 14.15 Κάθε μεσημέρι. 14.30 Εἰδήσεις. 14.45 Κάθε μεσημέρι. 18.05 Μιά σειρά. 19.00 Παιδικό πρόγραμμα. 19.30 Ἄλλα κινούμενα σχέδια. 19.45 Ἡ Ἑλλάδα μας. 20.15 Ἀθλητικά. 20.30 Εἰδήσεις. 21.00 Ξένη ταινία. 22.30 Τελευταῖες εἰδήσεις. [203, 73, 378, 137]
lead-headline-line1: ΩΜΗ Η ΠΕΡΙΓΡΑΦΗ [975, 56, 1544, 122]
article-text: Στήν αἴθουσα τοῦ ἐργατικοῦ κέντρου ἔγινε χθές ἡ γενική συνέλευση τῶν μελῶν τοῦ συλλόγου. Συζητήθηκαν τά προβλήματα τοῦ κλάδου καί ἐξελέγη νέο διοικητικό συμβούλιο. Ἀποφασίσθηκε νά ζητηθῆ ἀπό τίς ἁρμόδιες ὑπηρεσίες ἡ ἄμεση ἐπίλυση τῶν ἐκκρεμοτήτων. [569, 1389, 745, 1453]
article-headline: Θά γίνη συγκέντρωση τῶν ἐργατοτεχνιτῶν δέρματος καί ὑποδημάτων [595, 810, 719, 843]
obituary-name: ΜΕΝΕΞΙΑ ΠΟΡΦΟΚΑΛΙΔΟΥ [409, 444, 539, 454]
article-text: Ἀπό τήν ἐπιχείρηση τοῦ Ν. Νικητοπούλου, στήν ὁδό Πατησίων 168, ἄγνωστοι ἀφαίρεσαν κοσμήματα ἀξίας 100.000 δραχμῶν. Ἄγνωστοι ἐπίσης ἔκλεψαν ἀπό τό κατάστημα ἠλεκτρικῶν εἰδῶν τοῦ Ἀνδρέα Βουτσινᾶ συσκευές ἀξίας 80.000 δραχμῶν. [955, 1619, 1163, 1672]
section-header-ekdromai: Ἐκδρομαί [753, 349, 940, 391]
column-rule [565, 18, 566, 2316]
article-text: —Γιατί τό κάνατε; ρώτησε ὁ ἀνακριτής. —Θέλαμε χρήματα, ἀπάντησε ὁ Καραγιάννης. Ἡ ἀστυνομία συνεχίζει τίς ἔρευνες γιά νά διαπιστώσει ἄν οἱ δύο νεαροί εἶχαν συνεργούς. Οἱ δράστες θά παραπεμφθοῦν σήμερα στόν εἰσαγγελέα. [1367, 337, 1564, 390]
divider [1397, 1414, 1568, 1415]
article-text: Εορτάζονται σήμερα οἱ μνῆμαι τῶν Ἁγίων. Συγχαρητήρια στούς ἑορτάζοντες φίλους και συγγενεῖς. [20, 60, 195, 92]
article-text: Ἐπί τῇ συμπληρώσει τριῶν ἐτῶν ἀπό τοῦ θανάτου τοῦ ἀγαπημένου μας συζύγου, πατρός καί πάππου ΔΗΜΗΤΡΙΟΥ Κ. ΑΓΓΕΛΙΔΗ, ἐκτελοῦμεν μνημόσυνον. [386, 60, 561, 102]
divider [569, 914, 745, 915]
brief-headline: ΛΗΣΤΕΣ ΑΡΠΑΞΑΝ ΑΠΟ ΤΡΑΠΕΖΑ ΤΗΣ ΝΕΑΣ ΥΟΡΚΗΣ 1.000.000 ΔΟΛΛΑΡΙΑ [1405, 1231, 1560, 1266]
section-header-nosokomeia: ΝΟΣΟΚΟΜΕΙΑ [20, 700, 195, 724]
article-text: Ἡ Χαλκιοπούλου Τσουκαλά καί ὁ κ. Λαμπρόπουλος τῆς Θεσσαλονίκης ἀναγγέλλουν τούς ἀρραβῶνες τῶν παιδιῶν τους. [20, 239, 195, 271]
obituary-name: ΚΩΝΣΤΑΝΤΙΝΟΝ ΣΚΡΙΒΑΝΟΝ [404, 848, 544, 858]
column-local-news [569, 20, 745, 2314]
divider [753, 1083, 940, 1084]
article-headline: Ἡ συνεστίαση τῶν ρωτηριανῶν [590, 1463, 724, 1474]
section-header-gamoi: Γάμοι [20, 169, 195, 200]
article-text: ΤΗ ΚΙΝΗΜΑΤΟΓΡΑΦΟΙ Α΄ ΠΡΟΒΟΛΗΣ: Ἀλέξανδρος, Ἀθήναιον, Ἑλλάς, Ὀλύμπιον, Παλλάς, Ἀστόρια. [20, 1109, 195, 1140]
article-text: Στήν ἀνάκριση ὁ Καραγιάννης ὁμολόγησε ὅτι ἐπισκέφθηκαν τόν τμηματάρχη στό σπίτι του ἀργά τό βράδυ. Ὅταν ἄρχισε ὁ καυγᾶς, ἅρπαξε ἕνα μπουκάλι ἀπό τό τραπέζι καί τόν χτύπησε στό κεφάλι. Ὁ Μουζάκης σωριάστηκε στό πάτωμα. [955, 394, 1152, 447]
section-header-mnimosyna: Τά μνημόσυνα [386, 26, 561, 56]
obituary-age: ἐτῶν 80 [457, 861, 491, 871]
article-text: ΤΗ ΚΙΝΗΜΑΤΟΓΡΑΦΟΙ Α΄ ΠΡΟΒΟΛΗΣ: Ἀλέξανδρος, Ἀθήναιον, Ἑλλάς, Ὀλύμπιον, Παλλάς, Ἀστόρια. [20, 1038, 195, 1069]
article-text: Τήν λατρευτήν μας σύζυγον, μητέρα, ἀδελφήν, γιαγιά καί θείαν, θανοῦσαν χθές κηδεύομεν σήμερον 11 π.μ. ἐκ τοῦ ἱεροῦ ναοῦ τοῦ κοιμητηρίου. Ἡ θέλησις τῆς ἀποθανούσης νά μή κατατεθοῦν στέφανοι. Οἱ συγγενεῖς. [386, 629, 561, 682]
article-text: ΤΩΝ «ΦΙΛΩΝ ΒΟΥΝΟΥ», εἰς Ρόμβο, Κατερίνης, Χαλκιδική. Πληροφορίες στά γραφεῖα τοῦ συλλόγου, ὁδός Ἐγνατίας 54. ΤΟΥ ΣΥΛΛΟΓΟΥ ΕΛΛΗΝΩΝ ΟΡΕΙΒΑΤΩΝ: ἐκδρομή στόν Ὄλυμπο. Ἀναχώρηση 6.30 π.μ. ἀπό τήν πλατεία Ἀριστοτέλους. [753, 278, 940, 342]
article-text: Στήν αἴθουσα τοῦ ἐργατικοῦ κέντρου ἔγινε χθές ἡ γενική συνέλευση τῶν μελῶν τοῦ συλλόγου. Συζητήθηκαν τά προβλήματα τοῦ κλάδου καί ἐξελέγη νέο διοικητικό συμβούλιο. Ἀποφασίσθηκε νά ζητηθῆ ἀπό τίς ἁρμόδιες ὑπηρεσίες ἡ ἄμεση ἐπίλυση τῶν ἐκκρεμοτήτων. [569, 417, 745, 481]
article-text: Στήν αἴθουσα τοῦ ἐργατικοῦ κέντρου ἔγινε χθές ἡ γενική συνέλευση τῶν μελῶν τοῦ συλλόγου. Συζητήθηκαν τά προβλήματα τοῦ κλάδου καί ἐξελέγη νέο διοικητικό συμβούλιο. Ἀποφασίσθηκε νά ζητηθῆ ἀπό τίς ἁρμόδιες ὑπηρεσίες ἡ ἄμεση ἐπίλυση τῶν ἐκκρεμοτήτων. [569, 1108, 745, 1172]
article-text: ΤΩΝ «ΦΙΛΩΝ ΒΟΥΝΟΥ», εἰς Ρόμβο, Κατερίνης, Χαλκιδική. Πληροφορίες στά γραφεῖα τοῦ συλλόγου, ὁδός Ἐγνατίας 54. ΤΟΥ ΣΥΛΛΟΓΟΥ ΕΛΛΗΝΩΝ ΟΡΕΙΒΑΤΩΝ: ἐκδρομή στόν Ὄλυμπο. Ἀναχώρηση 6.30 π.μ. ἀπό τήν πλατεία Ἀριστοτέλους. [753, 1364, 940, 1428]
article-text: Τότε ὁ Κουτσογιάννης, γιά νά μή φωνάξει τό θῦμα, τοῦ ἔμπηξε στό στόμα ἕνα ἀχλάδι πού βρισκόταν στή φρουτιέρα. Οἱ δύο δράστες ἔψαξαν τό διαμέρισμα, πῆραν χρήματα καί κοσμήματα καί ἔφυγαν. Τό πτῶμα βρέθηκε τήν ἑπομένη. [1161, 337, 1358, 390]
article-headline: Ἀποζημίωση τῶν πυροπλήκτων Θεσσαλονίκης [590, 1366, 724, 1388]
article-text: Στήν αἴθουσα τοῦ ἐργατικοῦ κέντρου ἔγινε χθές ἡ γενική συνέλευση τῶν μελῶν τοῦ συλλόγου. Συζητήθηκαν τά προβλήματα τοῦ κλάδου καί ἐξελέγη νέο διοικητικό συμβούλιο. Ἀποφασίσθηκε νά ζητηθῆ ἀπό τίς ἁρμόδιες ὑπηρεσίες ἡ ἄμεση ἐπίλυση τῶν ἐκκρεμοτήτων. [569, 349, 745, 413]
article-text: Τήν λατρευτήν μας σύζυγον, μητέρα, ἀδελφήν, γιαγιά καί θείαν, θανοῦσαν χθές κηδεύομεν σήμερον 11 π.μ. ἐκ τοῦ ἱεροῦ ναοῦ τοῦ κοιμητηρίου. Ἡ θέλησις τῆς ἀποθανούσης νά μή κατατεθοῦν στέφανοι. Οἱ συγγενεῖς. [386, 710, 561, 763]
article-text: Κυκλοφόρησε τό νέο τεῦχος τοῦ περιοδικοῦ τῆς Ἑταιρείας Μακεδονικῶν Σπουδῶν. [20, 839, 195, 860]
story-milk-appeal [952, 1715, 1385, 2081]
story3-kicker: Νέα ἐκδίκαση στό ἐφετεῖο [1087, 1724, 1249, 1741]
article-headline: Ἔκθεση καί ἐπίδειξη λαϊκῆς τέχνης τῆς Μακεδονίας [573, 919, 741, 940]
story3-deck-line1: ΜΙΚΡΗ ΧΑΡΑΚΤΗΡΙΖΕΤΑΙ Η ΠΟΙΝΗ [1008, 1865, 1329, 1887]
article-text: 5.55 Πρόγραμμα. 6 Εἰδήσεις. 6.05 Γυμναστική. 6.15 Μουσική. 8 Δελτίον καιροῦ. 9 Εἰδήσεις. 10.30 Ἐκπομπή γιά τό χωριό. 13 Εἰδήσεις. 14.30 Ἐλαφρά μουσική. 16 Λαϊκά τραγούδια. 18 Εἰδήσεις. 20 Κλασσική μουσική. 21.30 Θέατρο στό ραδιόφωνο. 23 Εἰδήσεις. [203, 580, 378, 644]
obituary-age: ἐτῶν 62 [457, 376, 491, 386]
article-text: Τήν λατρευτήν μας σύζυγον, μητέρα, ἀδελφήν, γιαγιά καί θείαν, θανοῦσαν χθές κηδεύομεν σήμερον 11 π.μ. ἐκ τοῦ ἱεροῦ ναοῦ τοῦ κοιμητηρίου. Ἡ θέλησις τῆς ἀποθανούσης νά μή κατατεθοῦν στέφανοι. Οἱ συγγενεῖς. [386, 387, 561, 440]
article-text: Στήν αἴθουσα τοῦ ἐργατικοῦ κέντρου ἔγινε χθές ἡ γενική συνέλευση τῶν μελῶν τοῦ συλλόγου. Συζητήθηκαν τά προβλήματα τοῦ κλάδου καί ἐξελέγη νέο διοικητικό συμβούλιο. Ἀποφασίσθηκε νά ζητηθῆ ἀπό τίς ἁρμόδιες ὑπηρεσίες ἡ ἄμεση ἐπίλυση τῶν ἐκκρεμοτήτων. [569, 845, 745, 909]
article-text: Ἀπό τήν ἐπιχείρηση τοῦ Ν. Νικητοπούλου, στήν ὁδό Πατησίων 168, ἄγνωστοι ἀφαίρεσαν κοσμήματα ἀξίας 100.000 δραχμῶν. Ἄγνωστοι ἐπίσης ἔκλεψαν ἀπό τό κατάστημα ἠλεκτρικῶν εἰδῶν τοῦ Ἀνδρέα Βουτσινᾶ συσκευές ἀξίας 80.000 δραχμῶν. [1173, 1518, 1381, 1572]
byline: ΣΕΒ. ΑΡΝΕΛΟΣ [1492, 694, 1564, 705]
brief-headline: ΑΖΗΤΗΤΟ ΠΤΩΜΑ ΓΥΝΑΙΚΟΣ [1412, 1687, 1552, 1698]
article-headline: Παρουσίαση θεσσαλονικέων συγγραφέων [569, 656, 745, 667]
article-text: Νυκτερεύοντα: Βασ. Ὄλγας 169, Ἐγνατίας 88, Ἀγίου Δημητρίου 12, Τσιμισκῆ 45, Μοναστηρίου 120. [20, 626, 195, 658]
article-headline: Στάσεις ἐργασίας τοῦ προσωπικοῦ τῆς ΔΕΗ [576, 1016, 738, 1038]
article-text: Ἐπί τῇ συμπληρώσει τριῶν ἐτῶν ἀπό τοῦ θανάτου τοῦ ἀγαπημένου μας συζύγου, πατρός καί πάππου ΔΗΜΗΤΡΙΟΥ Κ. ΑΓΓΕΛΙΔΗ, ἐκτελοῦμεν μνημόσυνον. [386, 106, 561, 149]
obituary-name: ΧΡΥΣΗ ΑΣΠΡΙΔΟΥ [430, 686, 517, 696]
article-text: ΤΩΝ ΚΛΕΙΣΟΥΡΙΑΝΩΝ: τό Σάββατο 9 μ.μ. στήν αἴθουσα «Ἀριστοτέλειον». ΤΟΥ ΣΥΛΛΟΓΟΥ ΜΙΚΡΑΣΙΑΤΩΝ: τήν Κυριακή 2 Μαρτίου στό κέντρο «Κρυστάλ». ΤΟΥ ΣΥΛΛΟΓΟΥ ΗΠΕΙΡΩΤΩΝ: στήν αἴθουσα τοῦ ξενοδοχείου «Μακεδονία Παλλάς». [203, 1622, 378, 1686]
story2-headline-line2: ἔκλεψαν ἀπ' τό ρετιρέ [1012, 1285, 1325, 1379]
article-headline: Νέα συνάντηση τῆς ἐπιτροπῆς γιά τά προβλήματα τῆς Ἄνω πόλεως [579, 325, 735, 347]
article-text: Ἡ ὑπόθεση θά ἐκδικαστεῖ ἐκ νέου στό ἐφετεῖο Ἀθηνῶν τόν ἑπόμενο μῆνα, ὅπου θά καταθέσουν οἱ γονεῖς τῶν παιδιῶν καί οἱ ἰατροδικαστές πού ἐξέτασαν τά δείγματα. [1173, 1947, 1381, 1978]
article-text: Ὁ ΙΑΤΡΙΚΟΣ ΣΥΛΛΟΓΟΣ Θεσσαλονίκης καλεῖ τά μέλη του σέ γενική συνέλευση τήν Τετάρτη, ὥρα 8.30 μ.μ. στά γραφεῖα του. [20, 454, 195, 485]
article-text: ΤΩΝ ΚΛΕΙΣΟΥΡΙΑΝΩΝ: τό Σάββατο 9 μ.μ. στήν αἴθουσα «Ἀριστοτέλειον». ΤΟΥ ΣΥΛΛΟΓΟΥ ΜΙΚΡΑΣΙΑΤΩΝ: τήν Κυριακή 2 Μαρτίου στό κέντρο «Κρυστάλ». ΤΟΥ ΣΥΛΛΟΓΟΥ ΗΠΕΙΡΩΤΩΝ: στήν αἴθουσα τοῦ ξενοδοχείου «Μακεδονία Παλλάς». [203, 1690, 378, 1754]
article-text: Τότε ὁ Κουτσογιάννης, γιά νά μή φωνάξει τό θῦμα, τοῦ ἔμπηξε στό στόμα ἕνα ἀχλάδι πού βρισκόταν στή φρουτιέρα. Οἱ δύο δράστες ἔψαξαν τό διαμέρισμα, πῆραν χρήματα καί κοσμήματα καί ἔφυγαν. Τό πτῶμα βρέθηκε τήν ἑπομένη. [1161, 508, 1358, 561]
subheading-ert: ΕΡΤ [281, 60, 300, 71]
article-text: ΤΩΝ «ΦΙΛΩΝ ΒΟΥΝΟΥ», εἰς Ρόμβο, Κατερίνης, Χαλκιδική. Πληροφορίες στά γραφεῖα τοῦ συλλόγου, ὁδός Ἐγνατίας 54. ΤΟΥ ΣΥΛΛΟΓΟΥ ΕΛΛΗΝΩΝ ΟΡΕΙΒΑΤΩΝ: ἐκδρομή στόν Ὄλυμπο. Ἀναχώρηση 6.30 π.μ. ἀπό τήν πλατεία Ἀριστοτέλους. [753, 557, 940, 621]
article-text: Ὁ ΙΑΤΡΙΚΟΣ ΣΥΛΛΟΓΟΣ Θεσσαλονίκης καλεῖ τά μέλη του σέ γενική συνέλευση τήν Τετάρτη, ὥρα 8.30 μ.μ. στά γραφεῖα του. [20, 348, 195, 379]
obituary-age: ἐτῶν 88 [457, 457, 491, 467]
article-text: Στήν αἴθουσα τοῦ ἐργατικοῦ κέντρου ἔγινε χθές ἡ γενική συνέλευση τῶν μελῶν τοῦ συλλόγου. Συζητήθηκαν τά προβλήματα τοῦ κλάδου καί ἐξελέγη νέο διοικητικό συμβούλιο. Ἀποφασίσθηκε νά ζητηθῆ ἀπό τίς ἁρμόδιες ὑπηρεσίες ἡ ἄμεση ἐπίλυση τῶν ἐκκρεμοτήτων. [569, 115, 745, 179]
article-text: —Γιατί τό κάνατε; ρώτησε ὁ ἀνακριτής. —Θέλαμε χρήματα, ἀπάντησε ὁ Καραγιάννης. Ἡ ἀστυνομία συνεχίζει τίς ἔρευνες γιά νά διαπιστώσει ἄν οἱ δύο νεαροί εἶχαν συνεργούς. Οἱ δράστες θά παραπεμφθοῦν σήμερα στόν εἰσαγγελέα. [1367, 522, 1564, 575]
article-text: Στήν αἴθουσα τοῦ ἐργατικοῦ κέντρου ἔγινε χθές ἡ γενική συνέλευση τῶν μελῶν τοῦ συλλόγου. Συζητήθηκαν τά προβλήματα τοῦ κλάδου καί ἐξελέγη νέο διοικητικό συμβούλιο. Ἀποφασίσθηκε νά ζητηθῆ ἀπό τίς ἁρμόδιες ὑπηρεσίες ἡ ἄμεση ἐπίλυση τῶν ἐκκρεμοτήτων. [569, 251, 745, 315]
article-text: ΚΙΑΚΙΣ, 23.— Ἀπό τό αὐτόφωρο πλημμελειοδικεῖο καταδικάσθηκε σέ φυλάκιση 20 ἡμερῶν ὁ Ἀργύριος Σιδηρᾶς γιά παράνομη κατοχή συναλλάγματος. [1397, 1807, 1568, 1849]
article-text: ΤΗ ΚΙΝΗΜΑΤΟΓΡΑΦΟΙ Α΄ ΠΡΟΒΟΛΗΣ: Ἀλέξανδρος, Ἀθήναιον, Ἑλλάς, Ὀλύμπιον, Παλλάς, Ἀστόρια. [20, 1073, 195, 1105]
article-text: Ἡ ὑπόθεση θά ἐκδικαστεῖ ἐκ νέου στό ἐφετεῖο Ἀθηνῶν τόν ἑπόμενο μῆνα, ὅπου θά καταθέσουν οἱ γονεῖς τῶν παιδιῶν καί οἱ ἰατροδικαστές πού ἐξέτασαν τά δείγματα. [955, 1993, 1163, 2025]
subheading-enoplon: Ἐνόπλων Δυνάμεων [248, 853, 333, 864]
story3-headline-line3: πού ἔδινε χαλασμένο γάλα [982, 1825, 1354, 1860]
article-text: Ἡ Χαλκιοπούλου Τσουκαλά καί ὁ κ. Λαμπρόπουλος τῆς Θεσσαλονίκης ἀναγγέλλουν τούς ἀρραβῶνες τῶν παιδιῶν τους. [20, 489, 195, 521]
divider [569, 1274, 745, 1275]
article-text: 14.15 Κάθε μεσημέρι. 14.30 Εἰδήσεις. 14.45 Κάθε μεσημέρι. 18.05 Μιά σειρά. 19.00 Παιδικό πρόγραμμα. 19.30 Ἄλλα κινούμενα σχέδια. 19.45 Ἡ Ἑλλάδα μας. 20.15 Ἀθλητικά. 20.30 Εἰδήσεις. 21.00 Ξένη ταινία. 22.30 Τελευταῖες εἰδήσεις. [203, 209, 378, 273]
article-text: 13.30 Χάι Σαπάραλ. 14 Τελευταῖες εἰδήσεις. 15.30 Κινηματογραφική ταινία. 18.00 Ὥρα γιά παιδιά. 19.15 Πολιτιστικά. 20.00 Δελτίον εἰδήσεων. 21.15 Μουσική ἐκπομπή. 22.00 Εἰδήσεις καί καιρός. [203, 290, 378, 344]
article-headline: Ἐπιστημονική συγκέντρωση φιλολόγων γιά τό νέο σύστημα [754, 1340, 939, 1362]
story-dalaras [952, 1207, 1385, 1685]
article-text: —Γιατί τό κάνατε; ρώτησε ὁ ἀνακριτής. —Θέλαμε χρήματα, ἀπάντησε ὁ Καραγιάννης. Ἡ ἀστυνομία συνεχίζει τίς ἔρευνες γιά νά διαπιστώσει ἄν οἱ δύο νεαροί εἶχαν συνεργούς. Οἱ δράστες θά παραπεμφθοῦν σήμερα στόν εἰσαγγελέα. [1161, 394, 1358, 447]
article-text: ΤΩΝ ΚΛΕΙΣΟΥΡΙΑΝΩΝ: τό Σάββατο 9 μ.μ. στήν αἴθουσα «Ἀριστοτέλειον». ΤΟΥ ΣΥΛΛΟΓΟΥ ΜΙΚΡΑΣΙΑΤΩΝ: τήν Κυριακή 2 Μαρτίου στό κέντρο «Κρυστάλ». ΤΟΥ ΣΥΛΛΟΓΟΥ ΗΠΕΙΡΩΤΩΝ: στήν αἴθουσα τοῦ ξενοδοχείου «Μακεδονία Παλλάς». [203, 1268, 378, 1332]
obituary-age: ἐτῶν 74 [457, 538, 491, 548]
section-header-kinimatografoi: ΚΙΝΗΜΑΤΟΓΡΑΦΟΙ [20, 976, 195, 999]
article-text: ΤΩΝ ΚΛΕΙΣΟΥΡΙΑΝΩΝ: τό Σάββατο 9 μ.μ. στήν αἴθουσα «Ἀριστοτέλειον». ΤΟΥ ΣΥΛΛΟΓΟΥ ΜΙΚΡΑΣΙΑΤΩΝ: τήν Κυριακή 2 Μαρτίου στό κέντρο «Κρυστάλ». ΤΟΥ ΣΥΛΛΟΓΟΥ ΗΠΕΙΡΩΤΩΝ: στήν αἴθουσα τοῦ ξενοδοχείου «Μακεδονία Παλλάς». [203, 1472, 378, 1536]
brief-headline: ΑΝΟΙΞΑΝ ΤΡΥΠΑ ΣΤΟ ΥΠΟΓΕΙΟ [1407, 1213, 1558, 1224]
article-text: Τελέσθηκαν οἱ γάμοι τοῦ κ. Ἰωάννου Μαυρομάτη καί τῆς δίδος Μαρίας Ἀλεξίου στόν ἱερό ναό τοῦ Ἁγίου Δημητρίου. [20, 275, 195, 306]
column-broadcast [203, 20, 378, 2314]
obituary-name: ΑΙΚΑΤΕΡΙΝΗ ΖΑΧΑΡΙΑΔΟΥ [410, 1009, 538, 1019]
article-text: ΤΩΝ «ΦΙΛΩΝ ΒΟΥΝΟΥ», εἰς Ρόμβο, Κατερίνης, Χαλκιδική. Πληροφορίες στά γραφεῖα τοῦ συλλόγου, ὁδός Ἐγνατίας 54. ΤΟΥ ΣΥΛΛΟΓΟΥ ΕΛΛΗΝΩΝ ΟΡΕΙΒΑΤΩΝ: ἐκδρομή στόν Ὄλυμπο. Ἀναχώρηση 6.30 π.μ. ἀπό τήν πλατεία Ἀριστοτέλους. [753, 946, 940, 1010]
story3-deck-line2: ΤΗΣ ΕΝΝΙΑΜΗΝΗΣ ΦΥΛΑΚΙΣΕΩΣ [1016, 1891, 1321, 1912]
story3-body [955, 1947, 1381, 2075]
divider [1397, 1774, 1568, 1775]
article-text: 14.15 Κάθε μεσημέρι. 14.30 Εἰδήσεις. 14.45 Κάθε μεσημέρι. 18.05 Μιά σειρά. 19.00 Παιδικό πρόγραμμα. 19.30 Ἄλλα κινούμενα σχέδια. 19.45 Ἡ Ἑλλάδα μας. 20.15 Ἀθλητικά. 20.30 Εἰδήσεις. 21.00 Ξένη ταινία. 22.30 Τελευταῖες εἰδήσεις. [203, 141, 378, 205]
article-text: Στήν αἴθουσα τοῦ ἐργατικοῦ κέντρου ἔγινε χθές ἡ γενική συνέλευση τῶν μελῶν τοῦ συλλόγου. Συζητήθηκαν τά προβλήματα τοῦ κλάδου καί ἐξελέγη νέο διοικητικό συμβούλιο. Ἀποφασίσθηκε νά ζητηθῆ ἀπό τίς ἁρμόδιες ὑπηρεσίες ἡ ἄμεση ἐπίλυση τῶν ἐκκρεμοτήτων. [569, 1040, 745, 1104]
article-text: Τήν λατρευτήν μας σύζυγον, μητέρα, ἀδελφήν, γιαγιά καί θείαν, θανοῦσαν χθές κηδεύομεν σήμερον 11 π.μ. ἐκ τοῦ ἱεροῦ ναοῦ τοῦ κοιμητηρίου. Ἡ θέλησις τῆς ἀποθανούσης νά μή κατατεθοῦν στέφανοι. Οἱ συγγενεῖς. [386, 952, 561, 1005]
article-text: Στήν ἀνάκριση ὁ Καραγιάννης ὁμολόγησε ὅτι ἐπισκέφθηκαν τόν τμηματάρχη στό σπίτι του ἀργά τό βράδυ. Ὅταν ἄρχισε ὁ καυγᾶς, ἅρπαξε ἕνα μπουκάλι ἀπό τό τραπέζι καί τόν χτύπησε στό κεφάλι. Ὁ Μουζάκης σωριάστηκε στό πάτωμα. [1161, 451, 1358, 504]
article-text: ΤΩΝ ΚΛΕΙΣΟΥΡΙΑΝΩΝ: τό Σάββατο 9 μ.μ. στήν αἴθουσα «Ἀριστοτέλειον». ΤΟΥ ΣΥΛΛΟΓΟΥ ΜΙΚΡΑΣΙΑΤΩΝ: τήν Κυριακή 2 Μαρτίου στό κέντρο «Κρυστάλ». ΤΟΥ ΣΥΛΛΟΓΟΥ ΗΠΕΙΡΩΤΩΝ: στήν αἴθουσα τοῦ ξενοδοχείου «Μακεδονία Παλλάς». [203, 1200, 378, 1264]
divider [753, 1249, 940, 1250]
story2-headline-line3: τοῦ Γιώρ. Νταλάρα [975, 1380, 1361, 1428]
column-memorials [386, 20, 561, 2314]
obituary-age: ἐτῶν 72 [457, 1022, 491, 1032]
article-text: Νυκτερεύοντα: Βασ. Ὄλγας 169, Ἐγνατίας 88, Ἀγίου Δημητρίου 12, Τσιμισκῆ 45, Μοναστηρίου 120. [20, 591, 195, 622]
